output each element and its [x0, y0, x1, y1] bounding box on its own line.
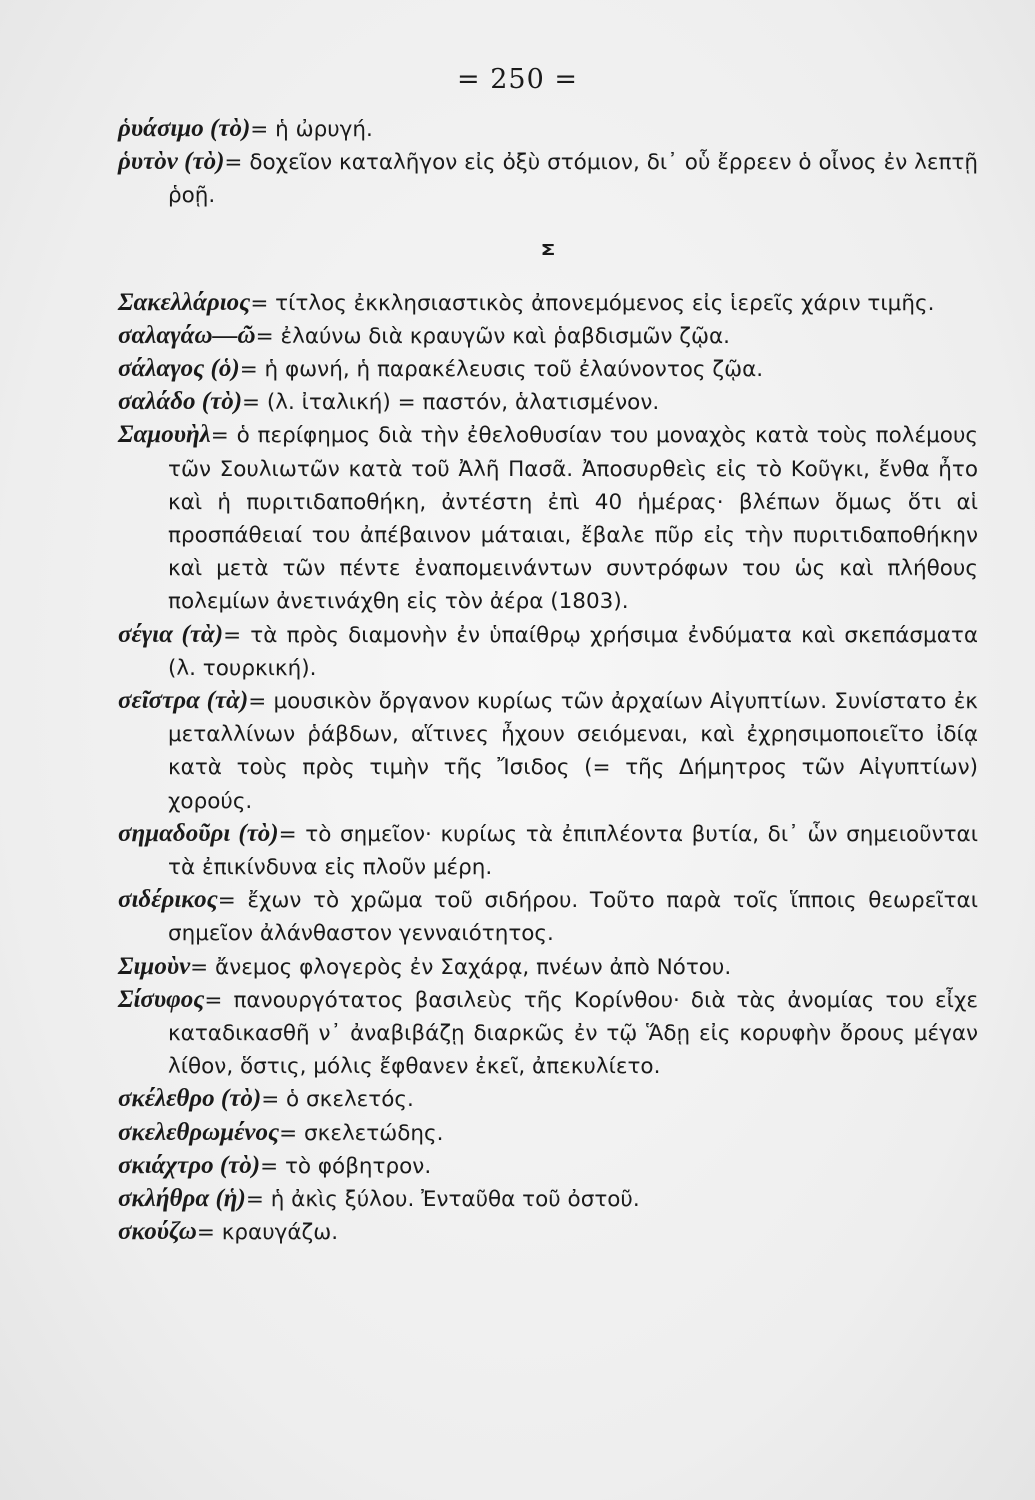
entry-definition: = σκελετώδης. [279, 1120, 444, 1146]
glossary-entry [118, 386, 978, 419]
entry-definition: = τίτλος ἐκκλησιαστικὸς ἀπονεμόμενος εἰς ἱερεῖς χάριν τιμῆς. [250, 290, 935, 316]
entry-definition: = δοχεῖον καταλῆγον εἰς ὀξὺ στόμιον, δι᾽ οὗ ἔρρεεν ὁ οἶνος ἐν λεπτῇ ῥοῇ. [168, 150, 978, 209]
glossary-entry [118, 146, 978, 212]
section-letter-heading: Σ [540, 241, 556, 259]
glossary-entry [118, 113, 978, 146]
entry-headword: Σίσυφος [118, 985, 205, 1013]
glossary-entry [118, 1117, 978, 1150]
entry-headword: Σακελλάριος [118, 288, 251, 316]
entry-headword: σάλαγος (ὁ) [118, 355, 240, 383]
glossary-entry [118, 1183, 978, 1216]
entry-headword: σεῖστρα (τὰ) [118, 687, 249, 715]
glossary-entry [118, 1216, 978, 1249]
entry-definition: = τὸ φόβητρον. [260, 1153, 432, 1179]
glossary-entry [118, 619, 978, 685]
entry-headword: σκέλεθρο (τὸ) [118, 1085, 262, 1113]
entry-headword: σαλαγάω—ῶ [118, 321, 256, 349]
glossary-entry [118, 951, 978, 984]
entry-headword: σκιάχτρο (τὸ) [118, 1151, 261, 1179]
glossary-entries [118, 113, 978, 1250]
entry-headword: σέγια (τὰ) [118, 620, 224, 648]
entry-definition: = ὁ περίφημος διὰ τὴν ἐθελοθυσίαν του μοναχὸς κατὰ τοὺς πολέμους τῶν Σουλιωτῶν κατὰ τοῦ Ἀλῆ Πασᾶ. Ἀποσυρθεὶς εἰς τὸ Κοῦγκι, ἔνθα ἦτο καὶ ἡ πυριτιδαποθήκη, ἀντέστη ἐπὶ 40 ἡμέρας· βλέπων ὅμως ὅτι αἱ προσπάθειαί του ἀπέβαινον μάταιαι, ἔβαλε πῦρ εἰς τὴν πυριτιδαποθήκην καὶ μετὰ τῶν πέντε ἐναπομεινάντων συντρόφων του ὡς καὶ πλήθους πολεμίων ἀνετινάχθη εἰς τὸν ἀέρα (1803). [168, 423, 978, 615]
entry-definition: = (λ. ἰταλική) = παστόν, ἁλατισμένον. [242, 390, 660, 416]
entry-headword: σαλάδο (τὸ) [118, 388, 243, 416]
glossary-entry [118, 984, 978, 1084]
entry-headword: Σαμουὴλ [118, 421, 211, 449]
entry-definition: = ἐλαύνω διὰ κραυγῶν καὶ ῥαβδισμῶν ζῷα. [255, 323, 731, 349]
entry-definition: = ὁ σκελετός. [261, 1087, 414, 1113]
entry-headword: σιδέρικος [118, 886, 218, 914]
glossary-entry [118, 818, 978, 884]
entry-definition: = ἄνεμος φλογερὸς ἐν Σαχάρᾳ, πνέων ἀπὸ Νότου. [190, 954, 732, 980]
entry-definition: = τὸ σημεῖον· κυρίως τὰ ἐπιπλέοντα βυτία, δι᾽ ὧν σημειοῦνται τὰ ἐπικίνδυνα εἰς πλοῦν μέρη. [168, 821, 978, 881]
entry-definition: = κραυγάζω. [196, 1220, 339, 1246]
entry-definition: = τὰ πρὸς διαμονὴν ἐν ὑπαίθρῳ χρήσιμα ἐνδύματα καὶ σκεπάσματα (λ. τουρκική). [168, 622, 978, 681]
entry-headword: σκούζω [118, 1218, 197, 1246]
glossary-entry [118, 685, 978, 818]
glossary-entry [118, 884, 978, 950]
entry-definition: = ἡ ἀκὶς ξύλου. Ἐνταῦθα τοῦ ὀστοῦ. [245, 1187, 640, 1213]
glossary-entry [118, 1083, 978, 1116]
entry-definition: = ἔχων τὸ χρῶμα τοῦ σιδήρου. Τοῦτο παρὰ τοῖς ἵπποις θεωρεῖται σημεῖον ἀλάνθαστον γενναιότητος. [168, 888, 978, 947]
entry-definition: = πανουργότατος βασιλεὺς τῆς Κορίνθου· διὰ τὰς ἀνομίας του εἶχε καταδικασθῆ ν᾽ ἀναβιβάζῃ διαρκῶς ἐν τῷ Ἅδῃ εἰς κορυφὴν ὄρους μέγαν λίθον, ὅστις, μόλις ἔφθανεν ἐκεῖ, ἀπεκυλίετο. [168, 987, 978, 1080]
entry-headword: σκελεθρωμένος [118, 1118, 280, 1146]
entry-definition: = μουσικὸν ὄργανον κυρίως τῶν ἀρχαίων Αἰγυπτίων. Συνίστατο ἐκ μεταλλίνων ῥάβδων, αἵτινες ἦχουν σειόμεναι, καὶ ἐχρησιμοποιεῖτο ἰδίᾳ κατὰ τοὺς πρὸς τιμὴν τῆς Ἴσιδος (= τῆς Δήμητρος τῶν Αἰγυπτίων) χορούς. [168, 689, 978, 814]
entry-definition: = ἡ φωνή, ἡ παρακέλευσις τοῦ ἐλαύνοντος ζῷα. [239, 357, 764, 383]
page-number: = 250 = [457, 64, 578, 95]
entry-headword: ῥυάσιμο (τὸ) [118, 115, 251, 142]
glossary-entry [118, 419, 978, 618]
glossary-entry [118, 1150, 978, 1183]
entry-headword: Σιμοὺν [118, 952, 191, 980]
entry-headword: ῥυτὸν (τὸ) [118, 148, 225, 176]
glossary-entry [118, 320, 978, 353]
glossary-entry [118, 353, 978, 386]
entry-headword: σημαδοῦρι (τὸ) [118, 819, 279, 847]
glossary-entry [118, 287, 978, 320]
entry-definition: = ἡ ὠρυγή. [250, 117, 373, 142]
entry-headword: σκλήθρα (ἡ) [118, 1185, 246, 1213]
